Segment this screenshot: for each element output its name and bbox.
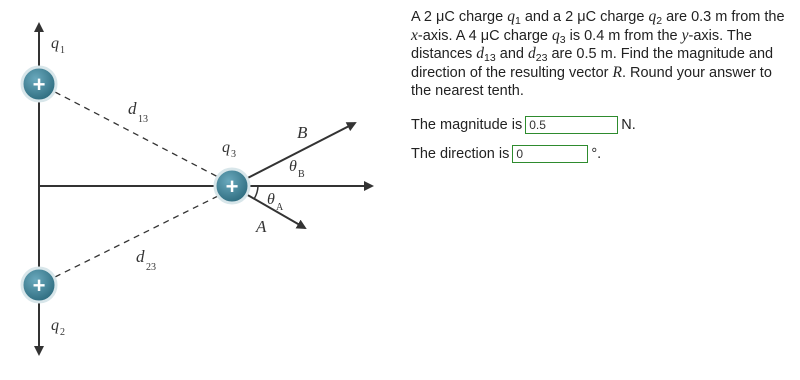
magnitude-input[interactable] [525,116,618,134]
problem-text-part: -axis. The distances [411,27,752,62]
plus-sign: + [32,72,46,97]
label-theta-b-sub: B [298,169,305,180]
label-q3-sub: 3 [231,149,236,160]
label-q1-sub: 1 [60,45,65,56]
charge-q2 [22,268,56,302]
problem-text-part: A 2 μC charge [411,9,508,25]
angle-arc-a [254,186,258,199]
problem-statement [411,8,796,101]
problem-text-part: -axis. A 4 μC charge [417,27,552,44]
problem-text [411,8,796,101]
charge-q1 [22,67,56,101]
var-q2-sub: 2 [656,15,663,27]
direction-label: The direction is [411,146,510,162]
direction-input[interactable] [512,145,588,163]
problem-text-part: are 0.3 m from the [662,9,785,25]
label-d13: d [128,99,137,118]
magnitude-unit: N. [621,117,636,133]
label-vector-a: A [256,217,267,236]
label-q2-sub: 2 [60,327,65,338]
var-q2: q [648,8,657,25]
var-x: x [411,26,418,44]
var-r: R [612,63,622,81]
label-vector-b: B [297,123,308,142]
problem-text-part: and [495,46,528,62]
label-theta-b: θ [289,158,297,175]
d13-dashed-line [55,92,220,178]
magnitude-label: The magnitude is [411,117,523,133]
var-q1-sub: 1 [514,15,521,27]
vector-b [232,123,355,186]
var-q3-sub: 3 [559,33,566,46]
problem-text-part: and a 2 μC charge [520,9,649,25]
var-q1: q [507,8,515,25]
var-q3: q [551,26,560,44]
label-q2: q [51,317,59,334]
var-d13-sub: 13 [484,52,496,64]
charge-q3 [215,169,249,203]
direction-unit: °. [591,146,602,162]
direction-row [411,145,601,163]
magnitude-row [411,116,636,134]
var-d13: d [476,45,485,62]
label-d23: d [136,247,145,266]
label-theta-a: θ [267,191,275,208]
label-theta-a-sub: A [276,202,284,213]
problem-text-part: is 0.4 m from the [565,27,682,44]
var-y: y [681,26,689,44]
plus-sign: + [32,273,46,298]
var-d23-sub: 23 [535,52,548,64]
label-d13-sub: 13 [138,114,148,125]
var-d23: d [527,45,536,62]
label-q3: q [222,139,230,156]
label-q1: q [51,35,59,52]
label-d23-sub: 23 [146,262,156,273]
problem-text-part: are 0.5 m. Find the magnitude and direction of the resulting vector [411,46,774,81]
plus-sign: + [225,174,239,199]
problem-text-part: . Round your answer to the nearest tenth. [411,64,772,99]
